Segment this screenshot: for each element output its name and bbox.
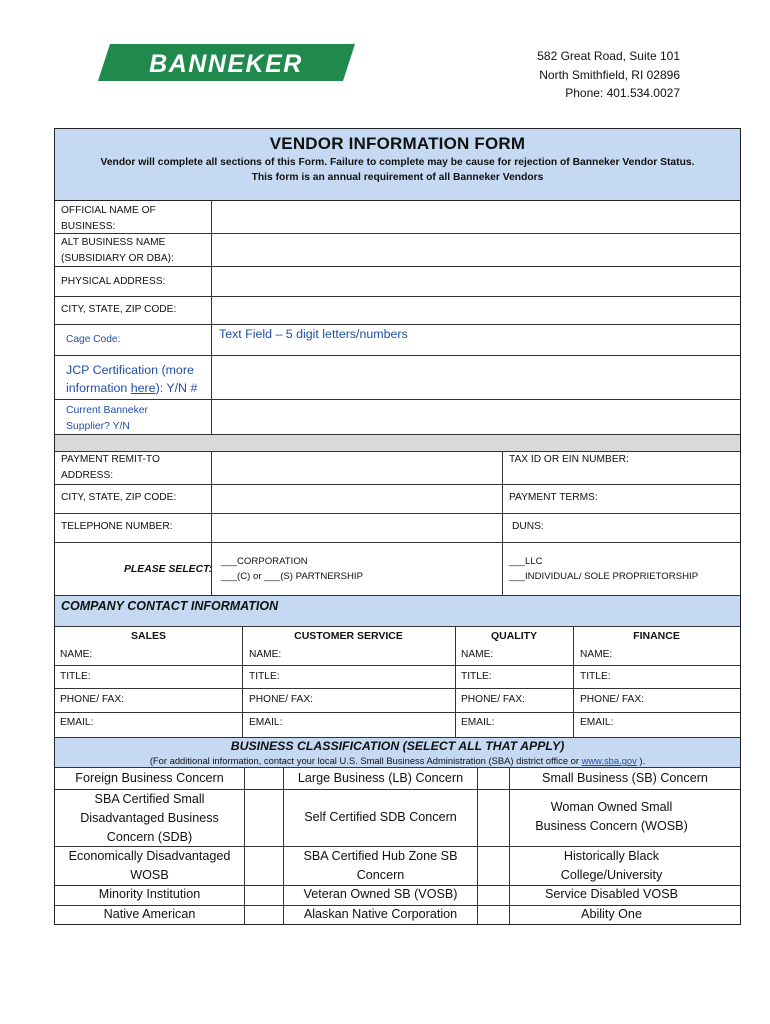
large-business-concern: Large Business (LB) Concern bbox=[297, 771, 464, 785]
finance-phone-label[interactable]: PHONE/ FAX: bbox=[580, 694, 644, 705]
company-address bbox=[537, 47, 680, 103]
address-line-1: 582 Great Road, Suite 101 bbox=[537, 49, 680, 63]
economically-disadvantaged-wosb: Economically Disadvantaged WOSB bbox=[68, 849, 231, 882]
alt-name-field[interactable] bbox=[212, 234, 739, 266]
finance-title-label[interactable]: TITLE: bbox=[580, 671, 611, 682]
sales-email-label[interactable]: EMAIL: bbox=[60, 717, 94, 728]
service-disabled-vosb: Service Disabled VOSB bbox=[545, 887, 678, 901]
divider bbox=[55, 688, 740, 689]
quality-phone-label[interactable]: PHONE/ FAX: bbox=[461, 694, 525, 705]
sales-name-label[interactable]: NAME: bbox=[60, 649, 93, 660]
quality-name-label[interactable]: NAME: bbox=[461, 649, 494, 660]
classification-title: BUSINESS CLASSIFICATION (SELECT ALL THAT APPLY) bbox=[230, 739, 565, 753]
form-title: VENDOR INFORMATION FORM bbox=[269, 134, 526, 153]
telephone-field[interactable] bbox=[212, 514, 502, 542]
individual-option[interactable]: ___INDIVIDUAL/ SOLE PROPRIETORSHIP bbox=[509, 571, 699, 582]
divider bbox=[502, 452, 503, 595]
divider bbox=[55, 665, 740, 666]
divider bbox=[55, 324, 740, 325]
entity-type-options-right bbox=[509, 554, 698, 584]
entity-type-options-left bbox=[221, 554, 363, 584]
official-name-label: OFFICIAL NAME OF BUSINESS: bbox=[61, 205, 156, 232]
native-american: Native American bbox=[103, 907, 196, 921]
historically-black-college: Historically Black College/University bbox=[560, 849, 663, 882]
sba-certified-sdb: SBA Certified Small Disadvantaged Business Concern (SDB) bbox=[80, 792, 219, 844]
classification-checkbox-column-1[interactable] bbox=[245, 769, 283, 925]
form-subtitle-1: Vendor will complete all sections of this Form. Failure to complete may be cause for rejection of Banneker Vendor Status. bbox=[100, 157, 695, 168]
physical-address-label: PHYSICAL ADDRESS: bbox=[61, 276, 166, 287]
contact-section-title: COMPANY CONTACT INFORMATION bbox=[61, 599, 279, 613]
city-state-zip-label: CITY, STATE, ZIP CODE: bbox=[61, 304, 177, 315]
llc-option[interactable]: ___LLC bbox=[509, 556, 543, 567]
c-s-partnership-option[interactable]: ___(C) or ___(S) PARTNERSHIP bbox=[221, 571, 363, 582]
column-finance: FINANCE bbox=[633, 630, 680, 642]
city-state-zip-field[interactable] bbox=[212, 297, 739, 324]
self-certified-sdb: Self Certified SDB Concern bbox=[304, 810, 457, 824]
cs-title-label[interactable]: TITLE: bbox=[249, 671, 280, 682]
jcp-here-link[interactable]: here bbox=[130, 381, 156, 395]
telephone-label: TELEPHONE NUMBER: bbox=[61, 521, 173, 532]
payment-city-state-zip-field[interactable] bbox=[212, 485, 502, 513]
separator-band bbox=[55, 434, 740, 452]
cage-code-field[interactable]: Text Field – 5 digit letters/numbers bbox=[219, 327, 408, 341]
cs-email-label[interactable]: EMAIL: bbox=[249, 717, 283, 728]
column-sales: SALES bbox=[130, 630, 166, 642]
address-line-2: North Smithfield, RI 02896 bbox=[539, 67, 680, 82]
banneker-logo bbox=[98, 44, 355, 81]
remit-address-field[interactable] bbox=[212, 453, 502, 484]
form-subtitle-2: This form is an annual requirement of all Banneker Vendors bbox=[251, 172, 544, 183]
payment-terms-label: PAYMENT TERMS: bbox=[509, 492, 598, 503]
veteran-owned-sb: Veteran Owned SB (VOSB) bbox=[303, 887, 458, 901]
finance-email-label[interactable]: EMAIL: bbox=[580, 717, 614, 728]
divider bbox=[573, 627, 574, 737]
official-name-field[interactable] bbox=[212, 202, 739, 233]
payment-city-state-zip-label: CITY, STATE, ZIP CODE: bbox=[61, 492, 177, 503]
classification-note: (For additional information, contact your local U.S. Small Business Administration (SBA) district office or www.sba.gov ). bbox=[149, 755, 646, 766]
divider bbox=[55, 542, 740, 543]
please-select-label: PLEASE SELECT: bbox=[124, 564, 213, 575]
logo-text: BANNEKER bbox=[149, 50, 303, 78]
sba-link[interactable]: www.sba.gov bbox=[581, 755, 637, 766]
column-customer-service: CUSTOMER SERVICE bbox=[294, 630, 403, 642]
foreign-business-concern: Foreign Business Concern bbox=[75, 771, 224, 785]
cage-code-label: Cage Code: bbox=[66, 334, 121, 345]
woman-owned-small-business: Woman Owned Small Business Concern (WOSB) bbox=[535, 800, 688, 833]
duns-label: DUNS: bbox=[512, 521, 544, 532]
sales-phone-label[interactable]: PHONE/ FAX: bbox=[60, 694, 124, 705]
cs-name-label[interactable]: NAME: bbox=[249, 649, 282, 660]
current-supplier-field[interactable] bbox=[212, 400, 739, 434]
divider bbox=[242, 627, 243, 737]
current-supplier-label: Current Banneker Supplier? Y/N bbox=[66, 405, 149, 432]
jcp-certification-label: JCP Certification (more information here): Y/N # bbox=[66, 363, 198, 395]
divider bbox=[455, 627, 456, 737]
quality-title-label[interactable]: TITLE: bbox=[461, 671, 492, 682]
cs-phone-label[interactable]: PHONE/ FAX: bbox=[249, 694, 313, 705]
alt-name-label: ALT BUSINESS NAME (SUBSIDIARY OR DBA): bbox=[61, 237, 174, 264]
sales-title-label[interactable]: TITLE: bbox=[60, 671, 91, 682]
remit-address-label: PAYMENT REMIT-TO ADDRESS: bbox=[61, 454, 160, 481]
ability-one: Ability One bbox=[581, 907, 642, 921]
finance-name-label[interactable]: NAME: bbox=[580, 649, 613, 660]
address-line-3: Phone: 401.534.0027 bbox=[565, 86, 680, 100]
minority-institution: Minority Institution bbox=[98, 887, 201, 901]
physical-address-field[interactable] bbox=[212, 267, 739, 296]
jcp-certification-field[interactable] bbox=[212, 356, 739, 399]
tax-id-label: TAX ID OR EIN NUMBER: bbox=[509, 454, 629, 465]
alaskan-native-corporation: Alaskan Native Corporation bbox=[303, 907, 458, 921]
quality-email-label[interactable]: EMAIL: bbox=[461, 717, 495, 728]
small-business-concern: Small Business (SB) Concern bbox=[542, 771, 708, 785]
classification-checkbox-column-2[interactable] bbox=[478, 769, 509, 925]
column-quality: QUALITY bbox=[490, 630, 538, 642]
divider bbox=[55, 712, 740, 713]
sba-hub-zone: SBA Certified Hub Zone SB Concern bbox=[303, 849, 458, 882]
corporation-option[interactable]: ___CORPORATION bbox=[221, 556, 308, 567]
